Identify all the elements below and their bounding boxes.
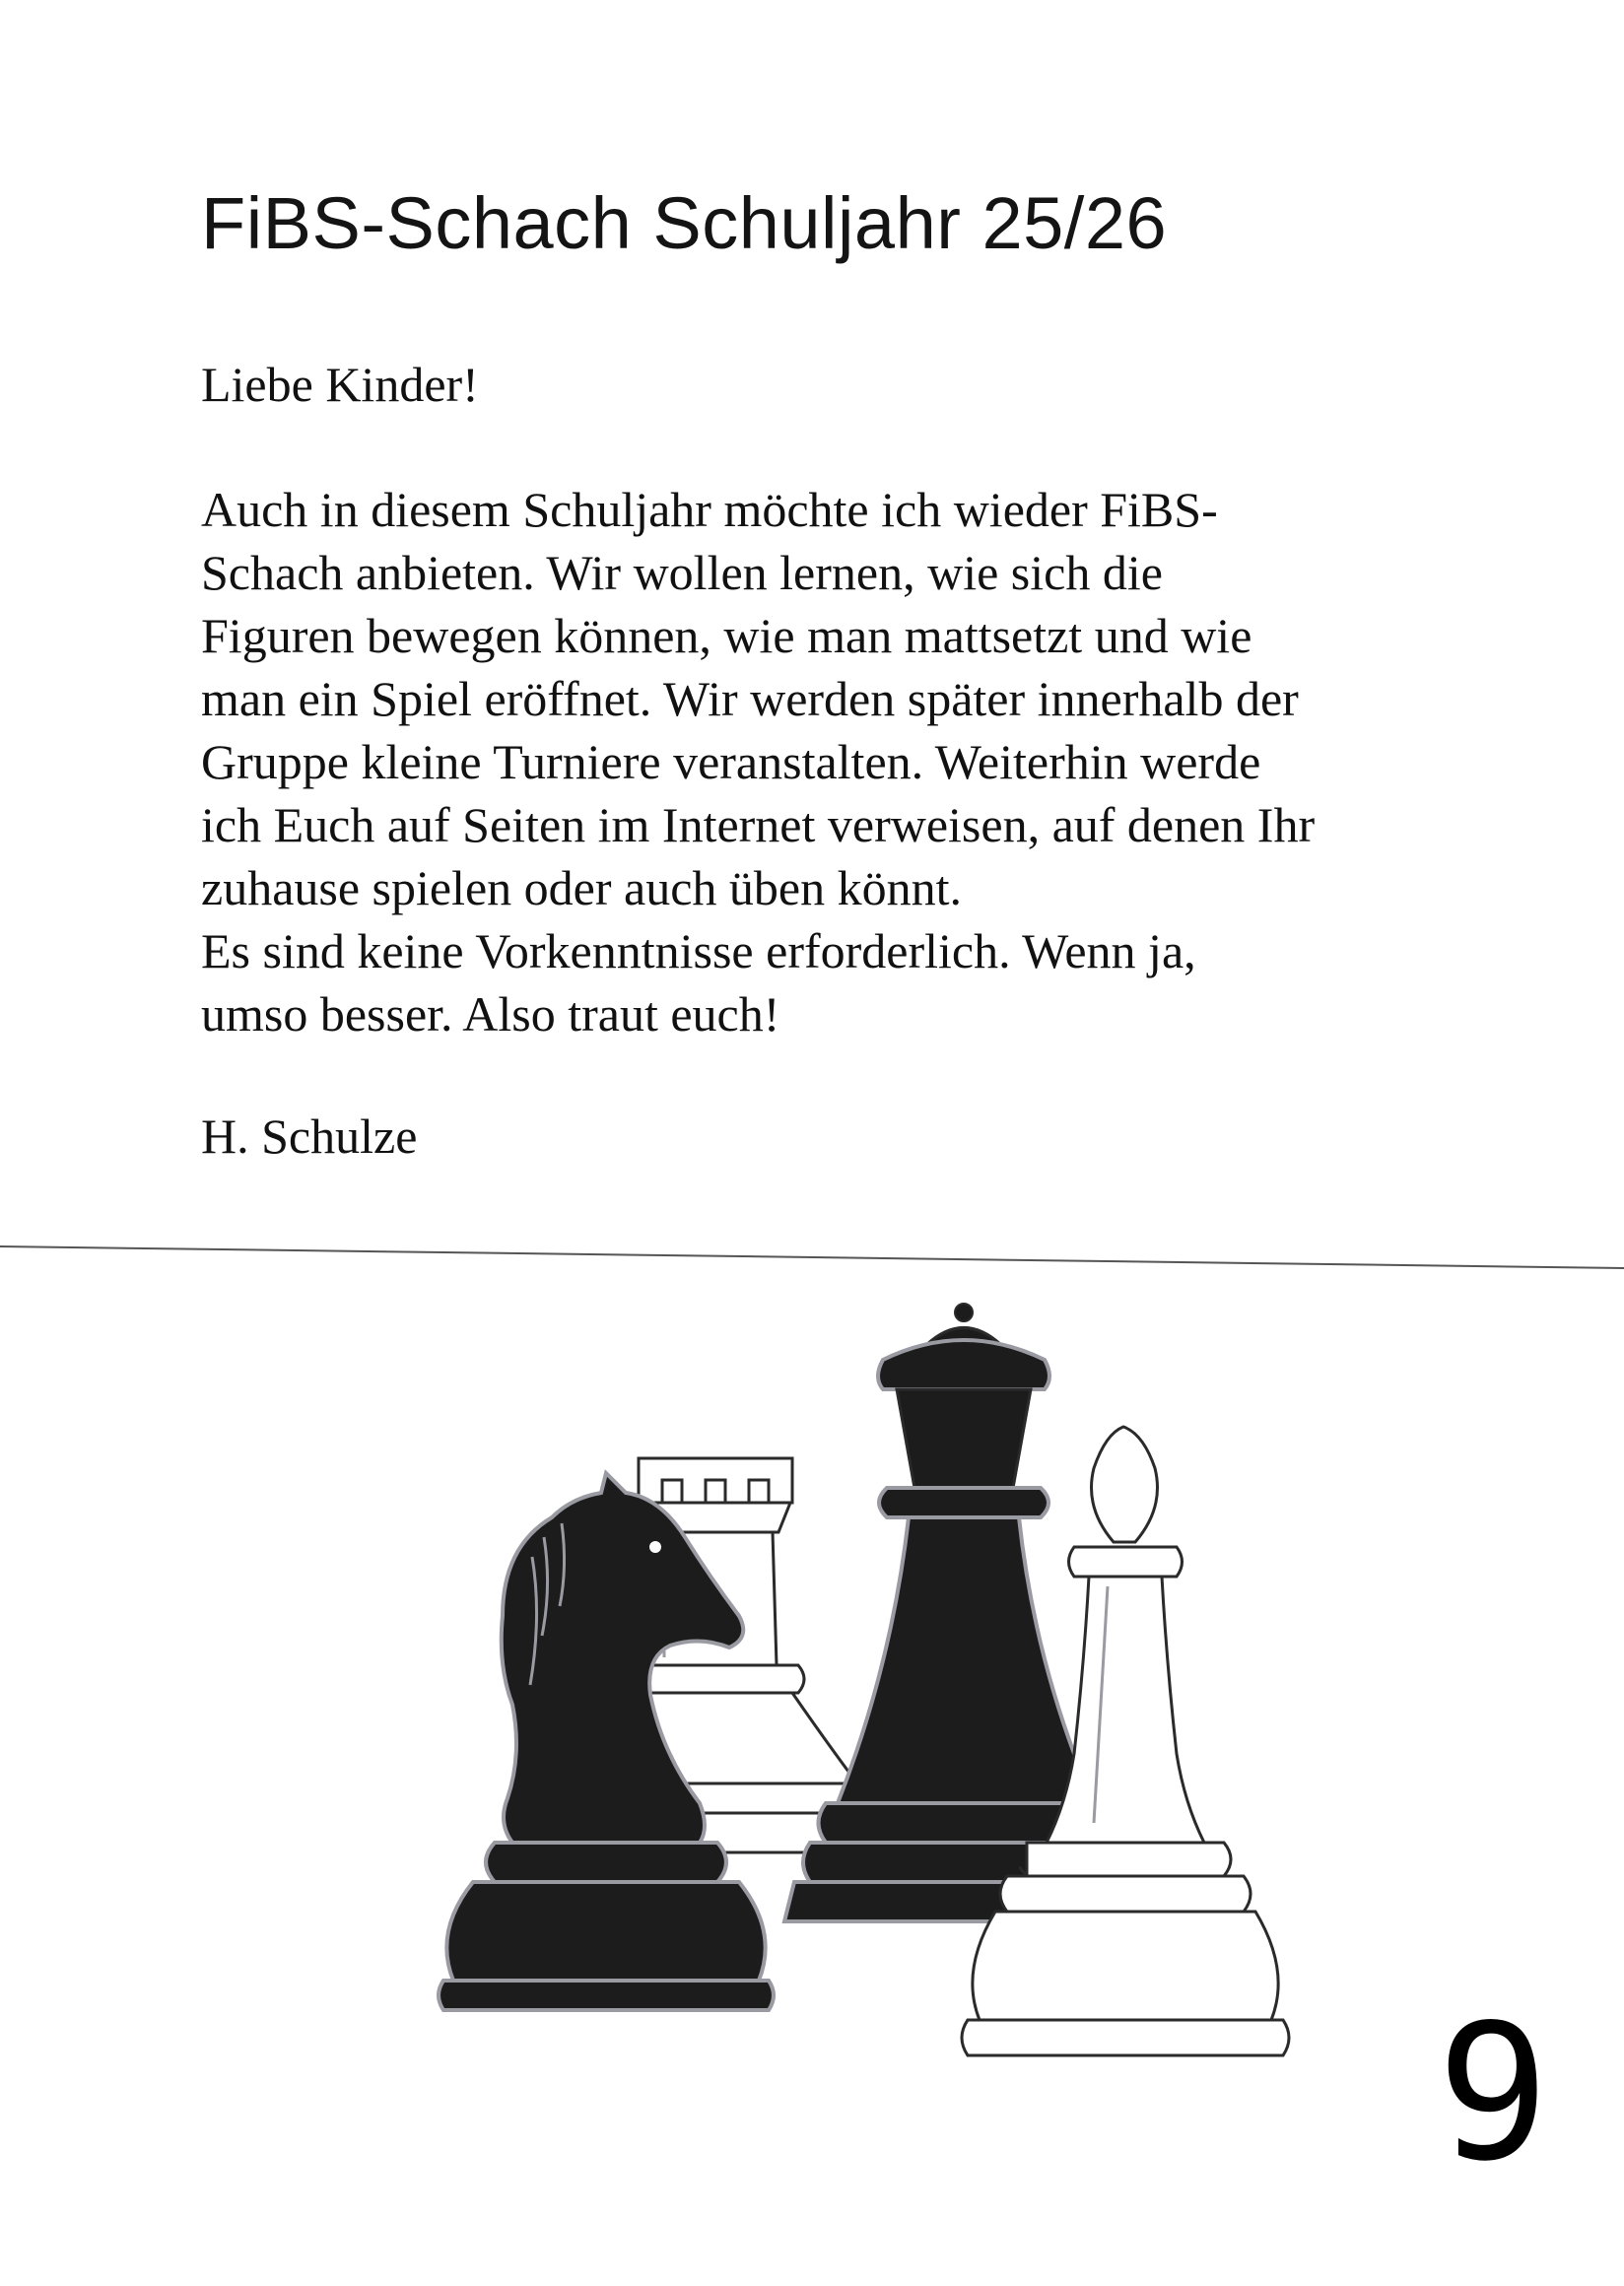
greeting: Liebe Kinder! xyxy=(201,357,479,412)
body-line: zuhause spielen oder auch üben könnt. xyxy=(201,860,962,915)
body-line: man ein Spiel eröffnet. Wir werden später innerhalb der xyxy=(201,671,1299,726)
page-number: 9 xyxy=(1437,1984,1550,2202)
page-title: FiBS-Schach Schuljahr 25/26 xyxy=(201,182,1168,264)
body-line: Auch in diesem Schuljahr möchte ich wieder FiBS- xyxy=(201,482,1218,537)
cut-line-divider xyxy=(0,1237,1624,1276)
body-line: Schach anbieten. Wir wollen lernen, wie sich die xyxy=(201,545,1163,600)
signature: H. Schulze xyxy=(201,1109,418,1164)
body-line: ich Euch auf Seiten im Internet verweisen, auf denen Ihr xyxy=(201,797,1316,852)
chess-pieces-illustration xyxy=(404,1291,1311,2089)
body-line: Es sind keine Vorkenntnisse erforderlich. Wenn ja, xyxy=(201,923,1196,978)
body-paragraph xyxy=(201,478,1315,1045)
body-line: Gruppe kleine Turniere veranstalten. Weiterhin werde xyxy=(201,734,1261,789)
body-line: umso besser. Also traut euch! xyxy=(201,986,780,1042)
body-line: Figuren bewegen können, wie man mattsetzt und wie xyxy=(201,608,1252,663)
